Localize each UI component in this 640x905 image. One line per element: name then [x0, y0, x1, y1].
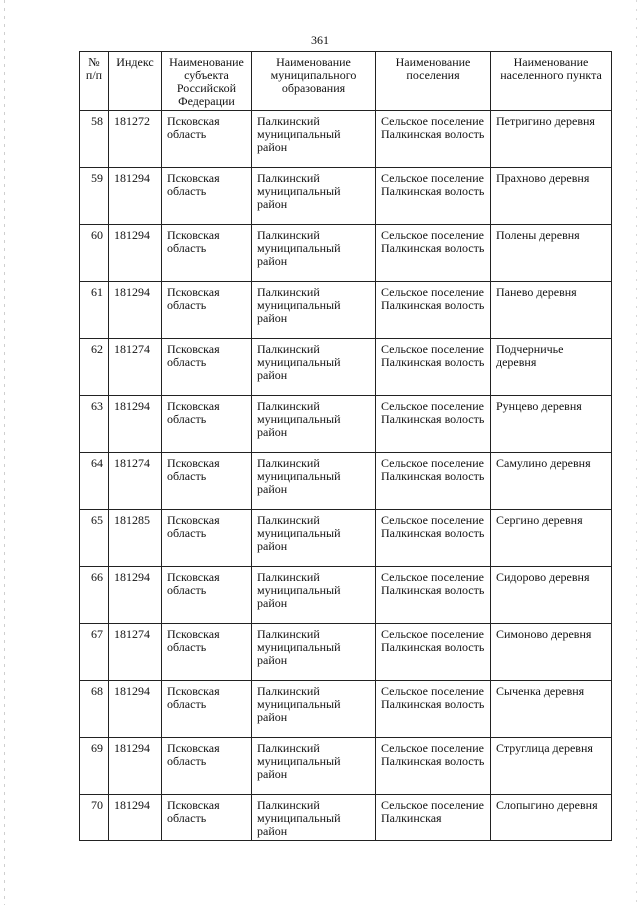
cell-index: 181294: [109, 225, 162, 282]
table-row: [80, 795, 612, 841]
cell-municipality: Палкинский муниципальный район: [252, 567, 376, 624]
cell-number: 66: [80, 567, 109, 624]
cell-locality: Прахново деревня: [491, 168, 612, 225]
cell-municipality: Палкинский муниципальный район: [252, 396, 376, 453]
cell-number: 69: [80, 738, 109, 795]
cell-municipality: Палкинский муниципальный район: [252, 510, 376, 567]
cell-index: 181272: [109, 111, 162, 168]
cell-index: 181294: [109, 168, 162, 225]
cell-number: 64: [80, 453, 109, 510]
cell-locality: Рунцево деревня: [491, 396, 612, 453]
cell-settlement: Сельское поселение Палкинская волость: [376, 510, 491, 567]
page-number: 361: [311, 33, 329, 47]
cell-municipality: Палкинский муниципальный район: [252, 624, 376, 681]
cell-municipality: Палкинский муниципальный район: [252, 168, 376, 225]
cell-municipality: Палкинский муниципальный район: [252, 738, 376, 795]
header-municipality: Наименование муниципального образования: [252, 52, 376, 111]
table-row: [80, 168, 612, 225]
table-row: [80, 282, 612, 339]
cell-index: 181294: [109, 396, 162, 453]
cell-locality: Самулино деревня: [491, 453, 612, 510]
cell-index: 181274: [109, 624, 162, 681]
cell-municipality: Палкинский муниципальный район: [252, 453, 376, 510]
header-locality: Наименование населенного пункта: [491, 52, 612, 111]
cell-locality: Струглица деревня: [491, 738, 612, 795]
cell-number: 60: [80, 225, 109, 282]
cell-settlement: Сельское поселение Палкинская волость: [376, 111, 491, 168]
cell-subject: Псковская область: [162, 282, 252, 339]
table-row: [80, 396, 612, 453]
cell-settlement: Сельское поселение Палкинская: [376, 795, 491, 841]
cell-locality: Панево деревня: [491, 282, 612, 339]
cell-locality: Подчерничье деревня: [491, 339, 612, 396]
header-settlement: Наименование поселения: [376, 52, 491, 111]
cell-subject: Псковская область: [162, 510, 252, 567]
table-row: [80, 681, 612, 738]
cell-number: 61: [80, 282, 109, 339]
cell-municipality: Палкинский муниципальный район: [252, 795, 376, 841]
cell-locality: Сыченка деревня: [491, 681, 612, 738]
header-subject: Наименование субъекта Российской Федерации: [162, 52, 252, 111]
cell-number: 67: [80, 624, 109, 681]
cell-number: 62: [80, 339, 109, 396]
cell-settlement: Сельское поселение Палкинская волость: [376, 681, 491, 738]
cell-subject: Псковская область: [162, 453, 252, 510]
cell-settlement: Сельское поселение Палкинская волость: [376, 225, 491, 282]
cell-index: 181294: [109, 681, 162, 738]
cell-settlement: Сельское поселение Палкинская волость: [376, 168, 491, 225]
cell-locality: Петригино деревня: [491, 111, 612, 168]
cell-subject: Псковская область: [162, 339, 252, 396]
cell-settlement: Сельское поселение Палкинская волость: [376, 567, 491, 624]
cell-subject: Псковская область: [162, 681, 252, 738]
cell-subject: Псковская область: [162, 396, 252, 453]
cell-number: 59: [80, 168, 109, 225]
table-row: [80, 111, 612, 168]
cell-settlement: Сельское поселение Палкинская волость: [376, 339, 491, 396]
table-header-row: [80, 52, 612, 111]
cell-locality: Полены деревня: [491, 225, 612, 282]
cell-settlement: Сельское поселение Палкинская волость: [376, 738, 491, 795]
cell-subject: Псковская область: [162, 168, 252, 225]
cell-settlement: Сельское поселение Палкинская волость: [376, 453, 491, 510]
table-row: [80, 339, 612, 396]
cell-locality: Слопыгино деревня: [491, 795, 612, 841]
cell-index: 181274: [109, 339, 162, 396]
cell-number: 65: [80, 510, 109, 567]
cell-municipality: Палкинский муниципальный район: [252, 339, 376, 396]
localities-table: [79, 51, 612, 841]
table-body: [80, 111, 612, 841]
cell-number: 58: [80, 111, 109, 168]
cell-subject: Псковская область: [162, 624, 252, 681]
header-index: Индекс: [109, 52, 162, 111]
cell-number: 70: [80, 795, 109, 841]
table-row: [80, 225, 612, 282]
cell-subject: Псковская область: [162, 795, 252, 841]
cell-subject: Псковская область: [162, 225, 252, 282]
cell-number: 63: [80, 396, 109, 453]
table-row: [80, 624, 612, 681]
cell-index: 181294: [109, 282, 162, 339]
cell-municipality: Палкинский муниципальный район: [252, 681, 376, 738]
table-row: [80, 453, 612, 510]
table-row: [80, 567, 612, 624]
cell-settlement: Сельское поселение Палкинская волость: [376, 396, 491, 453]
cell-subject: Псковская область: [162, 567, 252, 624]
cell-settlement: Сельское поселение Палкинская волость: [376, 282, 491, 339]
table-row: [80, 510, 612, 567]
cell-index: 181274: [109, 453, 162, 510]
cell-locality: Сидорово деревня: [491, 567, 612, 624]
cell-locality: Симоново деревня: [491, 624, 612, 681]
cell-index: 181294: [109, 567, 162, 624]
cell-settlement: Сельское поселение Палкинская волость: [376, 624, 491, 681]
scan-edge-right: [636, 0, 637, 905]
cell-number: 68: [80, 681, 109, 738]
cell-municipality: Палкинский муниципальный район: [252, 225, 376, 282]
cell-locality: Сергино деревня: [491, 510, 612, 567]
table-row: [80, 738, 612, 795]
cell-subject: Псковская область: [162, 111, 252, 168]
cell-index: 181294: [109, 795, 162, 841]
scan-edge-left: [4, 0, 5, 905]
cell-municipality: Палкинский муниципальный район: [252, 282, 376, 339]
cell-index: 181294: [109, 738, 162, 795]
header-number: № п/п: [80, 52, 109, 111]
cell-index: 181285: [109, 510, 162, 567]
cell-municipality: Палкинский муниципальный район: [252, 111, 376, 168]
cell-subject: Псковская область: [162, 738, 252, 795]
